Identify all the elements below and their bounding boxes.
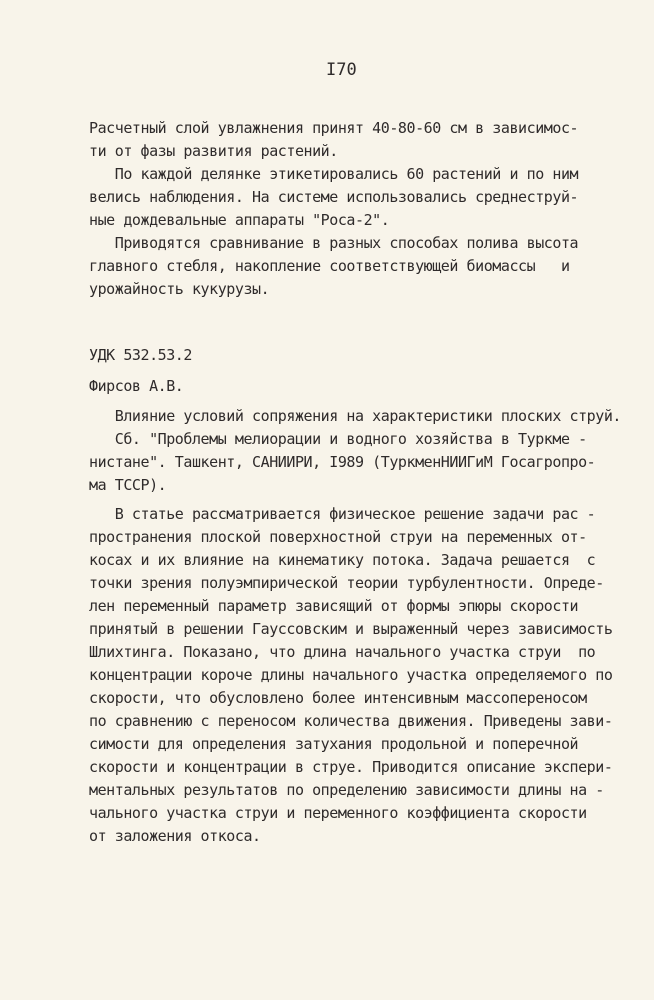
abstract-line: скорости, что обусловлено более интенсивным массопереносом — [89, 689, 587, 707]
intro-text — [89, 117, 629, 301]
intro-line: ные дождевальные аппараты "Роса-2". — [89, 211, 390, 229]
abstract-line: Шлихтинга. Показано, что длина начального участка струи по — [89, 643, 596, 661]
intro-line: велись наблюдения. На системе использовались среднеструй- — [89, 188, 579, 206]
citation-line: Сб. "Проблемы мелиорации и водного хозяйства в Туркме - — [89, 430, 587, 448]
citation-line: Влияние условий сопряжения на характеристики плоских струй. — [89, 407, 622, 425]
abstract-text — [89, 503, 629, 848]
intro-line: Расчетный слой увлажнения принят 40-80-60 см в зависимос- — [89, 119, 579, 137]
abstract-line: концентрации короче длины начального участка определяемого по — [89, 666, 613, 684]
citation-line: ма ТССР). — [89, 476, 167, 494]
intro-line: главного стебля, накопление соответствующей биомассы и — [89, 257, 570, 275]
intro-line: ти от фазы развития растений. — [89, 142, 338, 160]
abstract-line: скорости и концентрации в струе. Приводится описание экспери- — [89, 758, 613, 776]
abstract-line: В статье рассматривается физическое решение задачи рас - — [89, 505, 596, 523]
udk-code: УДК 532.53.2 — [89, 346, 192, 364]
abstract-line: принятый в решении Гауссовским и выраженный через зависимость — [89, 620, 613, 638]
abstract-line: лен переменный параметр зависящий от формы эпюры скорости — [89, 597, 579, 615]
abstract-line: от заложения откоса. — [89, 827, 261, 845]
intro-line: По каждой делянке этикетировались 60 растений и по ним — [89, 165, 579, 183]
intro-line: урожайность кукурузы. — [89, 280, 270, 298]
abstract-line: пространения плоской поверхностной струи на переменных от- — [89, 528, 587, 546]
author-name: Фирсов А.В. — [89, 377, 184, 395]
citation-line: нистане". Ташкент, САНИИРИ, I989 (ТуркменНИИГиМ Госагропро- — [89, 453, 596, 471]
abstract-line: ментальных результатов по определению зависимости длины на - — [89, 781, 604, 799]
intro-line: Приводятся сравнивание в разных способах полива высота — [89, 234, 579, 252]
abstract-line: чального участка струи и переменного коэффициента скорости — [89, 804, 587, 822]
abstract-line: по сравнению с переносом количества движения. Приведены зави- — [89, 712, 613, 730]
page-number: I70 — [326, 60, 357, 80]
abstract-line: точки зрения полуэмпирической теории турбулентности. Опреде- — [89, 574, 604, 592]
citation-text — [89, 405, 629, 497]
abstract-line: косах и их влияние на кинематику потока. Задача решается с — [89, 551, 596, 569]
abstract-line: симости для определения затухания продольной и поперечной — [89, 735, 579, 753]
